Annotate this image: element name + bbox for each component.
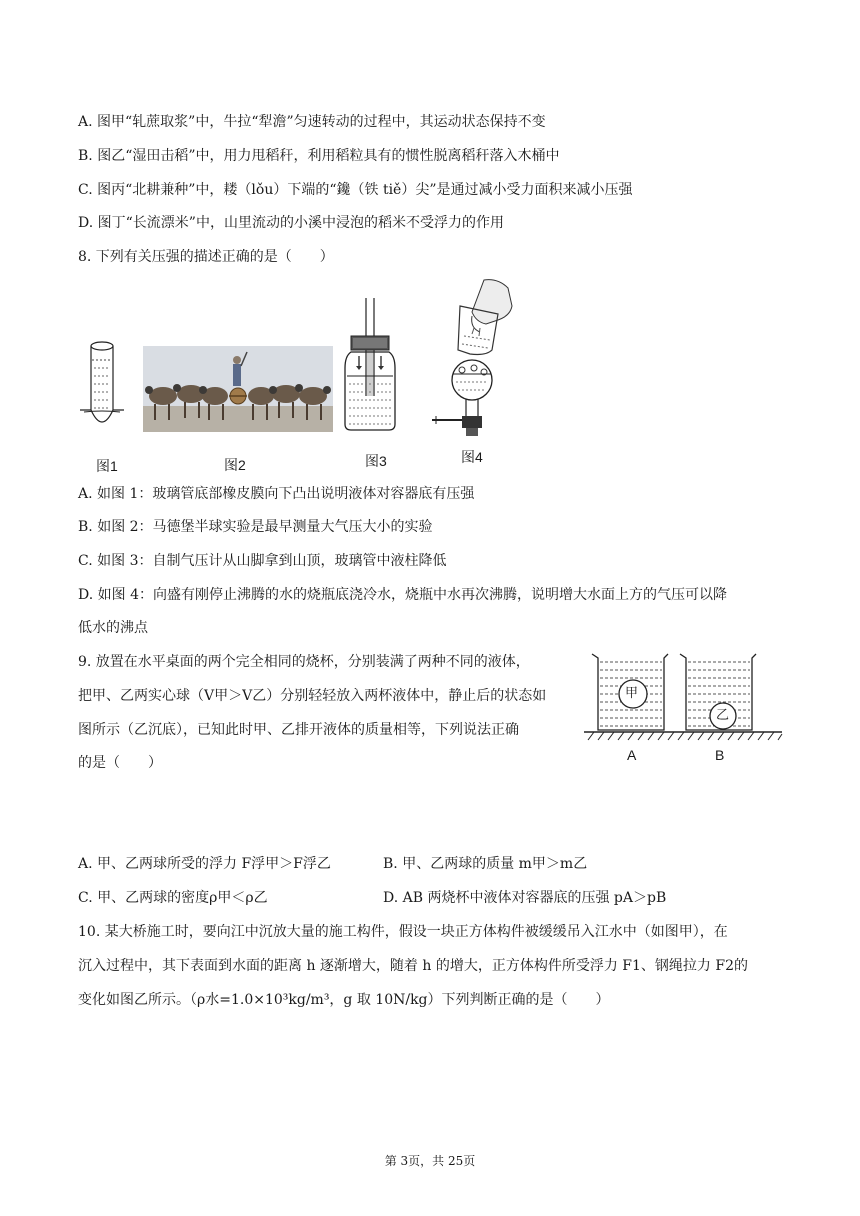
q8-figure-2-magdeburg-photo [143,346,333,432]
q9-stem-line-3: 图所示（乙沉底），已知此时甲、乙排开液体的质量相等，下列说法正确 [78,722,519,738]
q8-stem: 8. 下列有关压强的描述正确的是（ ） [78,249,334,265]
q8-option-a: A. 如图 1：玻璃管底部橡皮膜向下凸出说明液体对容器底有压强 [78,486,475,502]
q9-option-b: B. 甲、乙两球的质量 m甲＞m乙 [383,856,588,872]
q8-figure-1-tube [78,338,130,430]
q8-option-d: D. 如图 4：向盛有刚停止沸腾的水的烧瓶底浇冷水，烧瓶中水再次沸腾，说明增大水面上方的气压可以降 [78,587,727,603]
q8-caption-1: 图1 [96,458,118,474]
q7-option-d: D. 图丁“长流漂米”中，山里流动的小溪中浸泡的稻米不受浮力的作用 [78,215,504,231]
q9-stem-line-4: 的是（ ） [78,755,162,771]
q9-option-a: A. 甲、乙两球所受的浮力 F浮甲＞F浮乙 [78,856,331,872]
q9-beaker-label-b: B [715,747,725,763]
q8-figure-4-flask [428,276,520,442]
q9-option-c: C. 甲、乙两球的密度ρ甲＜ρ乙 [78,890,268,906]
q9-ball-label-jia: 甲 [625,686,639,701]
q7-option-c: C. 图丙“北耕兼种”中，耧（lǒu）下端的“鑱（铁 tiě）尖”是通过减小受力面积来减小压强 [78,182,633,198]
q7-option-a: A. 图甲“轧蔗取浆”中，牛拉“犁澹”匀速转动的过程中，其运动状态保持不变 [78,114,546,130]
q9-figure-beakers [584,650,784,746]
q8-option-c: C. 如图 3：自制气压计从山脚拿到山顶，玻璃管中液柱降低 [78,553,447,569]
q7-option-b: B. 图乙“湿田击稻”中，用力甩稻秆，利用稻粒具有的惯性脱离稻秆落入木桶中 [78,148,560,164]
q8-caption-3: 图3 [365,453,387,469]
q10-line-3: 变化如图乙所示。（ρ水=1.0×10³kg/m³，g 取 10N/kg）下列判断正确的是（ ） [78,992,610,1008]
q10-line-2: 沉入过程中，其下表面到水面的距离 h 逐渐增大，随着 h 的增大，正方体构件所受浮力 F1、钢绳拉力 F2的 [78,958,748,974]
q9-stem-line-2: 把甲、乙两实心球（V甲＞V乙）分别轻轻放入两杯液体中，静止后的状态如 [78,688,547,704]
q10-line-1: 10. 某大桥施工时，要向江中沉放大量的施工构件，假设一块正方体构件被缓缓吊入江水中（如图甲），在 [78,924,728,940]
q8-caption-2: 图2 [224,457,246,473]
q9-stem-line-1: 9. 放置在水平桌面的两个完全相同的烧杯，分别装满了两种不同的液体， [78,654,530,670]
q8-option-d-cont: 低水的沸点 [78,620,148,636]
page-footer: 第 3页，共 25页 [384,1154,476,1168]
q9-beaker-label-a: A [627,747,637,763]
q8-option-b: B. 如图 2：马德堡半球实验是最早测量大气压大小的实验 [78,519,433,535]
q8-caption-4: 图4 [461,449,483,465]
q9-ball-label-yi: 乙 [716,708,730,723]
q9-option-d: D. AB 两烧杯中液体对容器底的压强 pA＞pB [383,890,667,906]
q8-figure-3-barometer [343,296,413,436]
